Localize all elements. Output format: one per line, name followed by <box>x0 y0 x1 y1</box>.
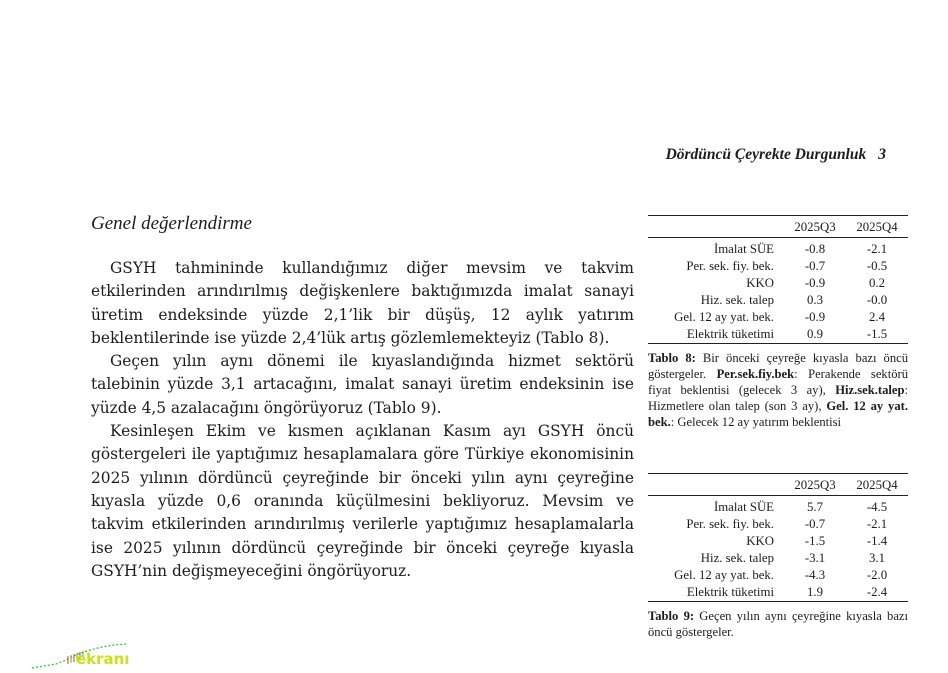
section-title: Genel değerlendirme <box>91 213 252 234</box>
column-header: 2025Q4 <box>846 474 908 496</box>
table-8-block <box>648 215 908 430</box>
cell-q3: -3.1 <box>804 551 826 565</box>
table-row <box>648 550 908 567</box>
paragraph: GSYH tahmininde kullandığımız diğer mevsim ve takvim etkilerinden arındırılmış değişkenlere baktığımızda imalat sanayi üretim endeksinde yüzde 2,1’lik bir düşüş, 12 aylık yatırım beklentilerinde ise yüzde 2,4’lük artış gözlemlemekteyiz (Tablo 8). <box>91 259 634 347</box>
row-label: Elektrik tüketimi <box>686 585 774 599</box>
row-label: Hiz. sek. talep <box>700 293 774 307</box>
table-row <box>648 584 908 602</box>
cell-q3: 5.7 <box>807 500 823 514</box>
cell-q4: -4.5 <box>866 500 888 514</box>
cell-q3: 0.9 <box>807 327 823 341</box>
cell-q4: 0.2 <box>869 276 885 290</box>
row-label: İmalat SÜE <box>713 500 774 514</box>
column-header: 2025Q3 <box>784 216 846 238</box>
body-text <box>91 257 634 583</box>
row-label: Gel. 12 ay yat. bek. <box>674 568 774 582</box>
table-row <box>648 567 908 584</box>
caption-label: Tablo 9: <box>648 609 695 623</box>
caption-text: : Gelecek 12 ay yatırım beklentisi <box>670 415 842 429</box>
cell-q3: -0.9 <box>804 276 826 290</box>
table-9 <box>648 473 908 602</box>
caption-label: Tablo 8: <box>648 351 696 365</box>
cell-q3: -0.9 <box>804 310 826 324</box>
column-header: 2025Q4 <box>846 216 908 238</box>
table-9-caption <box>648 608 908 640</box>
table-row <box>648 275 908 292</box>
caption-abbr: Hiz.sek.talep <box>835 383 905 397</box>
cell-q3: -0.7 <box>804 259 826 273</box>
table-row <box>648 326 908 344</box>
cell-q3: -0.8 <box>804 242 826 256</box>
cell-q4: -0.5 <box>866 259 888 273</box>
table-row <box>648 309 908 326</box>
caption-abbr: Per.sek.fiy.bek <box>716 367 795 381</box>
running-header <box>666 146 886 164</box>
table-row <box>648 496 908 517</box>
cell-q3: -4.3 <box>804 568 826 582</box>
caption-text: : Hizmetlere olan talep (son 3 ay), <box>648 383 908 413</box>
paragraph: Kesinleşen Ekim ve kısmen açıklanan Kasım ayı GSYH öncü göstergeleri ile yaptığımız hesaplamalara göre Türkiye ekonomisinin 2025 yılının dördüncü çeyreğinde bir önceki yılın aynı çeyreğine kıyasla yüzde 0,6 oranında küçülmesini bekliyoruz. Mevsim ve takvim etkilerinden arındırılmış verilerle yaptığımız hesaplamalarla ise 2025 yılının dördüncü çeyreğinde bir önceki çeyreğe kıyasla GSYH’nin değişmeyeceğini öngörüyoruz. <box>91 422 634 580</box>
cell-q3: 1.9 <box>807 585 823 599</box>
cell-q4: -0.0 <box>866 293 888 307</box>
cell-q3: 0.3 <box>807 293 823 307</box>
caption-text: Bir önceki çeyreğe kıyasla bazı öncü göstergeler. <box>648 351 909 381</box>
table-row <box>648 533 908 550</box>
header-title: Dördüncü Çeyrekte Durgunluk <box>665 146 867 163</box>
table-row <box>648 292 908 309</box>
table-row <box>648 516 908 533</box>
row-label: Hiz. sek. talep <box>700 551 774 565</box>
row-label: Per. sek. fiy. bek. <box>686 517 774 531</box>
table-row <box>648 258 908 275</box>
cell-q4: -2.1 <box>866 242 888 256</box>
table-9-block <box>648 473 908 640</box>
cell-q3: -1.5 <box>804 534 826 548</box>
row-label: Per. sek. fiy. bek. <box>686 259 774 273</box>
cell-q4: -1.4 <box>866 534 888 548</box>
row-label: Gel. 12 ay yat. bek. <box>674 310 774 324</box>
logo-text: ekranı <box>76 650 130 668</box>
table-row <box>648 238 908 259</box>
cell-q4: -2.0 <box>866 568 888 582</box>
row-label: KKO <box>746 276 774 290</box>
caption-abbr: Gel. 12 ay yat. bek. <box>648 399 908 429</box>
cell-q4: 2.4 <box>869 310 885 324</box>
table-8 <box>648 215 908 344</box>
table-8-caption <box>648 350 908 430</box>
caption-text: Geçen yılın aynı çeyreğine kıyasla bazı öncü göstergeler. <box>648 609 909 639</box>
row-label: İmalat SÜE <box>713 242 774 256</box>
cell-q4: 3.1 <box>869 551 885 565</box>
page-number: 3 <box>878 146 886 163</box>
cell-q4: -1.5 <box>866 327 888 341</box>
row-label: Elektrik tüketimi <box>686 327 774 341</box>
paragraph: Geçen yılın aynı dönemi ile kıyaslandığında hizmet sektörü talebinin yüzde 3,1 artacağını, imalat sanayi üretim endeksinin ise yüzde 4,5 azalacağını öngörüyoruz (Tablo 9). <box>91 352 634 417</box>
cell-q4: -2.4 <box>866 585 888 599</box>
cell-q3: -0.7 <box>804 517 826 531</box>
caption-text: : Perakende sektörü fiyat beklentisi (gelecek 3 ay), <box>648 367 908 397</box>
row-label: KKO <box>746 534 774 548</box>
cell-q4: -2.1 <box>866 517 888 531</box>
column-header: 2025Q3 <box>784 474 846 496</box>
